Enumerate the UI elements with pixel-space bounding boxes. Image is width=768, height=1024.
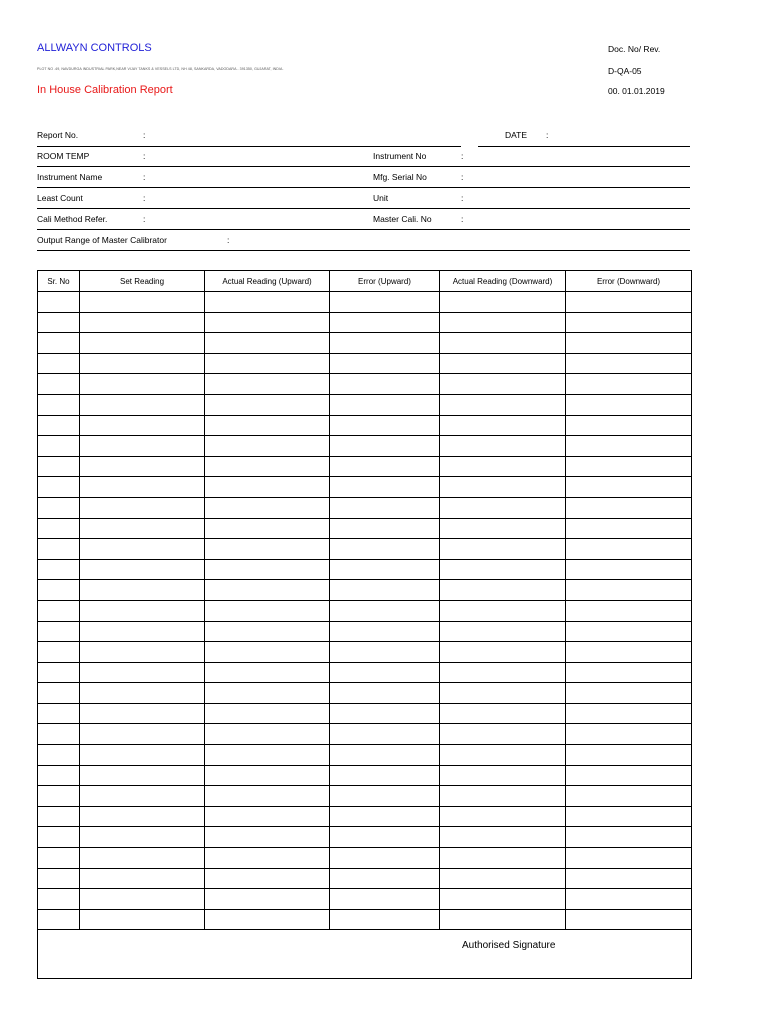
- table-cell[interactable]: [440, 436, 566, 457]
- table-cell[interactable]: [80, 600, 205, 621]
- table-cell[interactable]: [566, 889, 692, 910]
- table-cell[interactable]: [330, 456, 440, 477]
- table-cell[interactable]: [38, 292, 80, 313]
- table-cell[interactable]: [330, 889, 440, 910]
- table-cell[interactable]: [80, 642, 205, 663]
- table-cell[interactable]: [38, 765, 80, 786]
- table-cell[interactable]: [440, 642, 566, 663]
- table-cell[interactable]: [38, 559, 80, 580]
- table-cell[interactable]: [80, 374, 205, 395]
- cali-method-label: Cali Method Refer.: [37, 214, 108, 224]
- table-cell[interactable]: [566, 539, 692, 560]
- col-header-actual-reading-downward: Actual Reading (Downward): [440, 271, 566, 292]
- instrument-no-label: Instrument No: [373, 151, 427, 161]
- output-range-rule: [37, 250, 690, 251]
- table-row: [38, 868, 692, 889]
- table-row: [38, 292, 692, 313]
- table-row: [38, 436, 692, 457]
- table-cell[interactable]: [205, 724, 330, 745]
- table-cell[interactable]: [38, 827, 80, 848]
- table-cell[interactable]: [205, 889, 330, 910]
- table-cell[interactable]: [80, 683, 205, 704]
- table-cell[interactable]: [566, 724, 692, 745]
- table-cell[interactable]: [205, 600, 330, 621]
- table-row: [38, 848, 692, 869]
- table-cell[interactable]: [205, 745, 330, 766]
- room-temp-label: ROOM TEMP: [37, 151, 90, 161]
- output-range-label: Output Range of Master Calibrator: [37, 235, 167, 245]
- table-row: [38, 889, 692, 910]
- table-cell[interactable]: [440, 889, 566, 910]
- table-cell[interactable]: [38, 415, 80, 436]
- table-row: [38, 559, 692, 580]
- table-row: [38, 703, 692, 724]
- table-cell[interactable]: [330, 806, 440, 827]
- table-cell[interactable]: [38, 580, 80, 601]
- col-header-sr-no: Sr. No: [38, 271, 80, 292]
- table-cell[interactable]: [440, 662, 566, 683]
- table-cell[interactable]: [330, 621, 440, 642]
- table-cell[interactable]: [330, 848, 440, 869]
- table-cell[interactable]: [440, 333, 566, 354]
- table-cell[interactable]: [80, 333, 205, 354]
- table-cell[interactable]: [440, 868, 566, 889]
- table-cell[interactable]: [80, 477, 205, 498]
- table-cell[interactable]: [205, 642, 330, 663]
- table-cell[interactable]: [440, 415, 566, 436]
- room-temp-rule: [37, 166, 690, 167]
- output-range-colon: :: [227, 235, 230, 245]
- table-cell[interactable]: [330, 539, 440, 560]
- table-cell[interactable]: [330, 312, 440, 333]
- table-cell[interactable]: [330, 683, 440, 704]
- table-cell[interactable]: [80, 580, 205, 601]
- mfg-serial-no-colon: :: [461, 172, 464, 182]
- table-cell[interactable]: [205, 333, 330, 354]
- report-title: In House Calibration Report: [37, 84, 173, 96]
- table-cell[interactable]: [566, 621, 692, 642]
- table-cell[interactable]: [205, 353, 330, 374]
- table-cell[interactable]: [38, 889, 80, 910]
- table-row: [38, 518, 692, 539]
- table-cell[interactable]: [440, 724, 566, 745]
- table-cell[interactable]: [80, 765, 205, 786]
- table-cell[interactable]: [205, 806, 330, 827]
- table-cell[interactable]: [440, 765, 566, 786]
- table-cell[interactable]: [205, 312, 330, 333]
- col-header-error-upward: Error (Upward): [330, 271, 440, 292]
- table-cell[interactable]: [330, 827, 440, 848]
- table-cell[interactable]: [566, 518, 692, 539]
- table-cell[interactable]: [566, 827, 692, 848]
- date-colon: :: [546, 130, 549, 140]
- table-row: [38, 642, 692, 663]
- table-cell[interactable]: [205, 559, 330, 580]
- table-cell[interactable]: [566, 436, 692, 457]
- table-cell[interactable]: [80, 415, 205, 436]
- table-cell[interactable]: [80, 353, 205, 374]
- table-cell[interactable]: [330, 333, 440, 354]
- table-cell[interactable]: [330, 292, 440, 313]
- unit-colon: :: [461, 193, 464, 203]
- table-cell[interactable]: [440, 806, 566, 827]
- table-cell[interactable]: [440, 600, 566, 621]
- company-name: ALLWAYN CONTROLS: [37, 42, 152, 54]
- table-cell[interactable]: [38, 394, 80, 415]
- table-cell[interactable]: [440, 580, 566, 601]
- table-cell[interactable]: [330, 600, 440, 621]
- table-cell[interactable]: [440, 394, 566, 415]
- table-cell[interactable]: [566, 868, 692, 889]
- col-header-error-downward: Error (Downward): [566, 271, 692, 292]
- table-cell[interactable]: [205, 662, 330, 683]
- table-cell[interactable]: [566, 312, 692, 333]
- table-cell[interactable]: [205, 683, 330, 704]
- table-cell[interactable]: [38, 683, 80, 704]
- doc-code: D-QA-05: [608, 66, 642, 76]
- table-cell[interactable]: [80, 621, 205, 642]
- table-cell[interactable]: [330, 868, 440, 889]
- table-cell[interactable]: [566, 745, 692, 766]
- table-cell[interactable]: [38, 848, 80, 869]
- table-cell[interactable]: [566, 353, 692, 374]
- company-address: PLOT NO .49, NAVDURGA INDUSTRIAL PARK,NEAR VIJAY TANKS & VESSELS LTD, NH 48, SANKARDA, VADODARA - 391350, GUJARAT, INDIA.: [37, 67, 284, 71]
- table-cell[interactable]: [440, 518, 566, 539]
- table-cell[interactable]: [440, 456, 566, 477]
- table-cell[interactable]: [330, 394, 440, 415]
- cali-method-rule: [37, 229, 690, 230]
- table-row: [38, 394, 692, 415]
- table-cell[interactable]: [566, 600, 692, 621]
- table-cell[interactable]: [38, 621, 80, 642]
- mfg-serial-no-label: Mfg. Serial No: [373, 172, 427, 182]
- table-cell[interactable]: [330, 436, 440, 457]
- table-cell[interactable]: [566, 559, 692, 580]
- table-cell[interactable]: [80, 539, 205, 560]
- table-cell[interactable]: [205, 374, 330, 395]
- table-cell[interactable]: [80, 662, 205, 683]
- table-cell[interactable]: [205, 415, 330, 436]
- table-row: [38, 745, 692, 766]
- table-row: [38, 539, 692, 560]
- table-cell[interactable]: [566, 786, 692, 807]
- table-cell[interactable]: [566, 292, 692, 313]
- table-cell[interactable]: [440, 477, 566, 498]
- table-cell[interactable]: [440, 292, 566, 313]
- table-cell[interactable]: [566, 415, 692, 436]
- table-cell[interactable]: [205, 827, 330, 848]
- table-row: [38, 580, 692, 601]
- table-cell[interactable]: [205, 621, 330, 642]
- table-cell[interactable]: [440, 312, 566, 333]
- table-cell[interactable]: [205, 765, 330, 786]
- table-cell[interactable]: [38, 642, 80, 663]
- table-cell[interactable]: [566, 580, 692, 601]
- table-cell[interactable]: [566, 806, 692, 827]
- table-cell[interactable]: [330, 642, 440, 663]
- table-cell[interactable]: [38, 600, 80, 621]
- table-cell[interactable]: [80, 394, 205, 415]
- table-cell[interactable]: [38, 868, 80, 889]
- table-cell[interactable]: [330, 786, 440, 807]
- table-row: [38, 806, 692, 827]
- table-cell[interactable]: [80, 456, 205, 477]
- table-cell[interactable]: [38, 436, 80, 457]
- table-cell[interactable]: [330, 415, 440, 436]
- table-row: [38, 600, 692, 621]
- table-cell[interactable]: [566, 477, 692, 498]
- table-cell[interactable]: [80, 827, 205, 848]
- revision: 00. 01.01.2019: [608, 86, 665, 96]
- table-row: [38, 765, 692, 786]
- table-cell[interactable]: [330, 765, 440, 786]
- table-row: [38, 786, 692, 807]
- table-row: [38, 621, 692, 642]
- table-cell[interactable]: [440, 786, 566, 807]
- table-cell[interactable]: [80, 703, 205, 724]
- table-row: [38, 477, 692, 498]
- table-cell[interactable]: [205, 497, 330, 518]
- table-cell[interactable]: [566, 374, 692, 395]
- table-cell[interactable]: [566, 662, 692, 683]
- table-cell[interactable]: [205, 539, 330, 560]
- report-no-label: Report No.: [37, 130, 79, 140]
- table-row: [38, 724, 692, 745]
- table-cell[interactable]: [440, 827, 566, 848]
- table-cell[interactable]: [38, 745, 80, 766]
- table-row: [38, 333, 692, 354]
- table-cell[interactable]: [566, 683, 692, 704]
- table-cell[interactable]: [330, 518, 440, 539]
- table-cell[interactable]: [80, 868, 205, 889]
- table-cell[interactable]: [440, 539, 566, 560]
- master-cali-no-colon: :: [461, 214, 464, 224]
- table-cell[interactable]: [330, 703, 440, 724]
- table-cell[interactable]: [566, 765, 692, 786]
- table-cell[interactable]: [80, 745, 205, 766]
- table-cell[interactable]: [80, 806, 205, 827]
- table-cell[interactable]: [440, 745, 566, 766]
- table-header-row: [38, 271, 692, 292]
- table-cell[interactable]: [205, 477, 330, 498]
- table-cell[interactable]: [80, 889, 205, 910]
- table-cell[interactable]: [205, 703, 330, 724]
- table-cell[interactable]: [566, 497, 692, 518]
- table-row: [38, 312, 692, 333]
- table-cell[interactable]: [330, 745, 440, 766]
- table-cell[interactable]: [440, 703, 566, 724]
- table-cell[interactable]: [38, 806, 80, 827]
- table-cell[interactable]: [80, 497, 205, 518]
- table-cell[interactable]: [440, 497, 566, 518]
- table-cell[interactable]: [566, 642, 692, 663]
- table-cell[interactable]: [330, 580, 440, 601]
- table-cell[interactable]: [38, 786, 80, 807]
- table-cell[interactable]: [440, 559, 566, 580]
- table-cell[interactable]: [205, 580, 330, 601]
- table-cell[interactable]: [205, 394, 330, 415]
- calibration-table: [37, 270, 692, 930]
- table-cell[interactable]: [440, 374, 566, 395]
- table-cell[interactable]: [80, 518, 205, 539]
- col-header-set-reading: Set Reading: [80, 271, 205, 292]
- table-cell[interactable]: [330, 662, 440, 683]
- table-cell[interactable]: [38, 497, 80, 518]
- instrument-no-colon: :: [461, 151, 464, 161]
- doc-no-label: Doc. No/ Rev.: [608, 44, 661, 54]
- table-cell[interactable]: [80, 559, 205, 580]
- table-cell[interactable]: [80, 312, 205, 333]
- room-temp-colon: :: [143, 151, 146, 161]
- date-rule: [478, 146, 690, 147]
- table-cell[interactable]: [38, 662, 80, 683]
- table-cell[interactable]: [440, 353, 566, 374]
- table-cell[interactable]: [330, 477, 440, 498]
- table-cell[interactable]: [38, 724, 80, 745]
- table-cell[interactable]: [205, 848, 330, 869]
- table-cell[interactable]: [440, 683, 566, 704]
- table-cell[interactable]: [566, 848, 692, 869]
- table-cell[interactable]: [80, 786, 205, 807]
- table-row: [38, 827, 692, 848]
- least-count-colon: :: [143, 193, 146, 203]
- table-cell[interactable]: [566, 394, 692, 415]
- table-cell[interactable]: [205, 436, 330, 457]
- table-row: [38, 374, 692, 395]
- instrument-name-colon: :: [143, 172, 146, 182]
- table-cell[interactable]: [38, 518, 80, 539]
- table-cell[interactable]: [566, 456, 692, 477]
- col-header-actual-reading-upward: Actual Reading (Upward): [205, 271, 330, 292]
- table-cell[interactable]: [440, 848, 566, 869]
- table-cell[interactable]: [38, 539, 80, 560]
- table-cell[interactable]: [80, 724, 205, 745]
- table-cell[interactable]: [38, 456, 80, 477]
- table-cell[interactable]: [38, 703, 80, 724]
- table-cell[interactable]: [566, 333, 692, 354]
- table-body: [38, 292, 692, 930]
- table-cell[interactable]: [80, 292, 205, 313]
- table-cell[interactable]: [330, 724, 440, 745]
- table-cell[interactable]: [330, 353, 440, 374]
- master-cali-no-label: Master Cali. No: [373, 214, 432, 224]
- table-row: [38, 456, 692, 477]
- table-cell[interactable]: [205, 868, 330, 889]
- table-cell[interactable]: [205, 518, 330, 539]
- authorised-signature-label: Authorised Signature: [462, 940, 556, 951]
- least-count-label: Least Count: [37, 193, 83, 203]
- table-cell[interactable]: [205, 292, 330, 313]
- table-cell[interactable]: [80, 848, 205, 869]
- report-no-colon: :: [143, 130, 146, 140]
- table-cell[interactable]: [330, 497, 440, 518]
- table-cell[interactable]: [330, 374, 440, 395]
- table-row: [38, 497, 692, 518]
- table-row: [38, 353, 692, 374]
- unit-label: Unit: [373, 193, 389, 203]
- table-cell[interactable]: [38, 374, 80, 395]
- cali-method-colon: :: [143, 214, 146, 224]
- instrument-name-rule: [37, 187, 690, 188]
- table-row: [38, 683, 692, 704]
- table-cell[interactable]: [38, 353, 80, 374]
- table-cell[interactable]: [205, 786, 330, 807]
- table-cell[interactable]: [440, 621, 566, 642]
- table-row: [38, 662, 692, 683]
- table-row: [38, 415, 692, 436]
- table-cell[interactable]: [80, 436, 205, 457]
- table-cell[interactable]: [38, 333, 80, 354]
- table-cell[interactable]: [38, 477, 80, 498]
- table-cell[interactable]: [330, 559, 440, 580]
- least-count-rule: [37, 208, 690, 209]
- signature-box: [37, 915, 692, 979]
- table-cell[interactable]: [566, 703, 692, 724]
- table-cell[interactable]: [205, 456, 330, 477]
- table-cell[interactable]: [38, 312, 80, 333]
- instrument-name-label: Instrument Name: [37, 172, 103, 182]
- report-no-rule: [37, 146, 461, 147]
- date-label: DATE: [505, 130, 528, 140]
